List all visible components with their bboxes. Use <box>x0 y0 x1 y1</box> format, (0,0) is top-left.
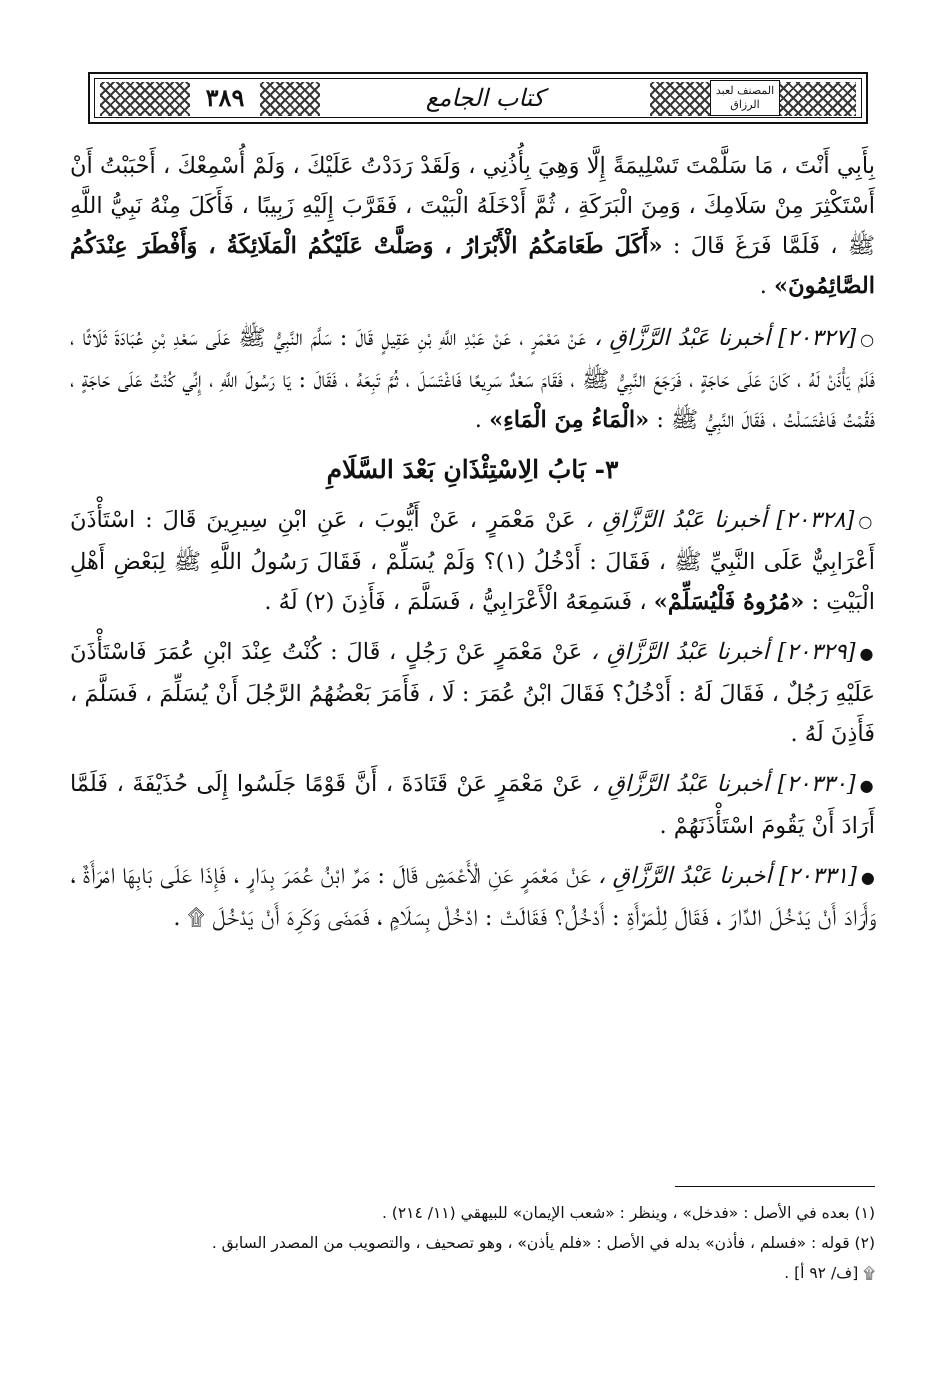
paragraph-tail: . <box>474 407 490 433</box>
book-title: كتاب الجامع <box>320 80 650 116</box>
footnotes <box>70 1198 875 1288</box>
hadith-20330 <box>70 764 875 846</box>
chapter-heading: ٣- بَابُ الِاسْتِئْذَانِ بَعْدَ السَّلَامِ <box>326 455 619 484</box>
hadith-20327 <box>70 318 875 440</box>
hadith-reference: [٢٠٣٣٠] أخبرنا عَبْدُ الرَّزَّاقِ ، <box>591 771 856 797</box>
hadith-20328 <box>70 500 875 622</box>
hadith-20329 <box>70 632 875 754</box>
ornament-mid-left <box>260 82 320 116</box>
hadith-quote: «الْمَاءُ مِنَ الْمَاءِ» <box>489 407 650 433</box>
footnote-manuscript-ref: ۩ [ف/ ٩٢ أ] . <box>784 1264 875 1282</box>
footnote-1: (١) بعده في الأصل : «فدخل» ، وينظر : «شعب الإيمان» للبيهقي (١١/ ٢١٤) . <box>381 1204 875 1222</box>
page-header <box>88 72 868 124</box>
hadith-marker-icon: ○ <box>858 512 875 531</box>
hadith-reference: [٢٠٣٢٩] أخبرنا عَبْدُ الرَّزَّاقِ ، <box>590 639 856 665</box>
ornament-mid-right <box>650 82 710 116</box>
hadith-quote: «أَكَلَ طَعَامَكُمُ الْأَبْرَارُ ، وَصَلَّتْ عَلَيْكُمُ الْمَلَائِكَةُ ، وَأَفْطَرَ عِنْدَكُمُ الصَّائِمُونَ» <box>70 233 875 299</box>
paragraph-continuation <box>70 146 875 306</box>
paragraph-text: عَنْ مَعْمَرٍ عَنْ قَتَادَةَ ، أَنَّ قَوْمًا جَلَسُوا إِلَى حُذَيْفَةَ ، فَلَمَّا أَرَادَ أَنْ يَقُومَ اسْتَأْذَنَهُمْ . <box>70 771 875 839</box>
hadith-marker-icon: ● <box>859 776 875 795</box>
paragraph-text: عَنْ مَعْمَرٍ عَنِ الْأَعْمَشِ قَالَ : مَرَّ ابْنُ عُمَرَ بِدَارٍ ، فَإِذَا عَلَى بَابِهَا امْرَأَةٌ ، وَأَرَادَ أَنْ يَدْخُلَ الدَّارَ ، فَقَالَ لِلْمَرْأَةِ : أَدْخُلُ؟ فَقَالَتْ : ادْخُلْ بِسَلَامٍ ، فَمَضَى وَكَرِهَ أَنْ يَدْخُلَ ۩ . <box>70 863 875 931</box>
paragraph-text: عَنْ مَعْمَرٍ عَنْ رَجُلٍ ، قَالَ : كُنْتُ عِنْدَ ابْنِ عُمَرَ فَاسْتَأْذَنَ عَلَيْهِ رَجُلٌ ، فَقَالَ لَهُ : أَدْخُلُ؟ فَقَالَ ابْنُ عُمَرَ : لَا ، فَأَمَرَ بَعْضُهُمُ الرَّجُلَ أَنْ يُسَلِّمَ ، فَسَلَّمَ ، فَأَذِنَ لَهُ . <box>70 639 875 747</box>
paragraph-text: عَنْ مَعْمَرٍ ، عَنْ أَيُّوبَ ، عَنِ ابْنِ سِيرِينَ قَالَ : اسْتَأْذَنَ أَعْرَابِيٌّ عَلَى النَّبِيِّ ﷺ ، فَقَالَ : أَدْخُلُ (١)؟ وَلَمْ يُسَلِّمْ ، فَقَالَ رَسُولُ اللَّهِ ﷺ لِبَعْضِ أَهْلِ الْبَيْتِ : <box>70 507 875 615</box>
paragraph-text: بِأَبِي أَنْتَ ، مَا سَلَّمْتَ تَسْلِيمَةً إِلَّا وَهِيَ بِأُذُنِي ، وَلَقَدْ رَدَدْتُ عَلَيْكَ ، وَلَمْ أُسْمِعْكَ ، أَحْبَبْتُ أَنْ أَسْتَكْثِرَ مِنْ سَلَامِكَ ، وَمِنَ الْبَرَكَةِ ، ثُمَّ أَدْخَلَهُ الْبَيْتَ ، فَقَرَّبَ إِلَيْهِ زَبِيبًا ، فَأَكَلَ مِنْهُ نَبِيُّ اللَّهِ ﷺ ، فَلَمَّا فَرَغَ قَالَ : <box>70 153 876 259</box>
hadith-reference: [٢٠٣٢٨] أخبرنا عَبْدُ الرَّزَّاقِ ، <box>585 507 855 533</box>
ornament-right <box>780 82 856 116</box>
hadith-quote: «مُرُوهُ فَلْيُسَلِّمْ» <box>653 589 805 615</box>
page-number: ٣٨٩ <box>190 80 260 116</box>
paragraph-tail: ، فَسَمِعَهُ الْأَعْرَابِيُّ ، فَسَلَّمَ ، فَأَذِنَ (٢) لَهُ . <box>264 589 654 615</box>
hadith-marker-icon: ● <box>860 868 875 887</box>
book-logo: المصنف لعبد الرزاق <box>710 80 780 116</box>
footnote-divider <box>675 1186 875 1187</box>
hadith-20331 <box>70 856 875 938</box>
main-text <box>70 146 875 948</box>
paragraph-text: عَنْ مَعْمَرٍ ، عَنْ عَبْدِ اللَّهِ بْنِ عَقِيلٍ قَالَ : سَلَّمَ النَّبِيُّ ﷺ عَلَى سَعْدِ بْنِ عُبَادَةَ ثَلَاثًا ، فَلَمْ يَأْذَنْ لَهُ ، كَانَ عَلَى حَاجَةٍ ، فَرَجَعَ النَّبِيُّ ﷺ ، فَقَامَ سَعْدٌ سَرِيعًا فَاغْتَسَلَ ، ثُمَّ تَبِعَهُ ، فَقَالَ : يَا رَسُولَ اللَّهِ ، إِنِّي كُنْتُ عَلَى حَاجَةٍ ، فَقُمْتُ فَاغْتَسَلْتُ ، فَقَالَ النَّبِيُّ ﷺ : <box>70 325 875 433</box>
hadith-reference: [٢٠٣٢٧] أخبرنا عَبْدُ الرَّزَّاقِ ، <box>594 325 857 351</box>
paragraph-tail: . <box>759 273 775 299</box>
hadith-marker-icon: ○ <box>860 330 875 349</box>
hadith-reference: [٢٠٣٣١] أخبرنا عَبْدُ الرَّزَّاقِ ، <box>598 863 857 889</box>
ornament-left <box>100 82 190 116</box>
hadith-marker-icon: ● <box>859 644 876 663</box>
footnote-2: (٢) قوله : «فسلم ، فأذن» بدله في الأصل : «فلم يأذن» ، وهو تصحيف ، والتصويب من المصدر السابق . <box>211 1234 875 1252</box>
